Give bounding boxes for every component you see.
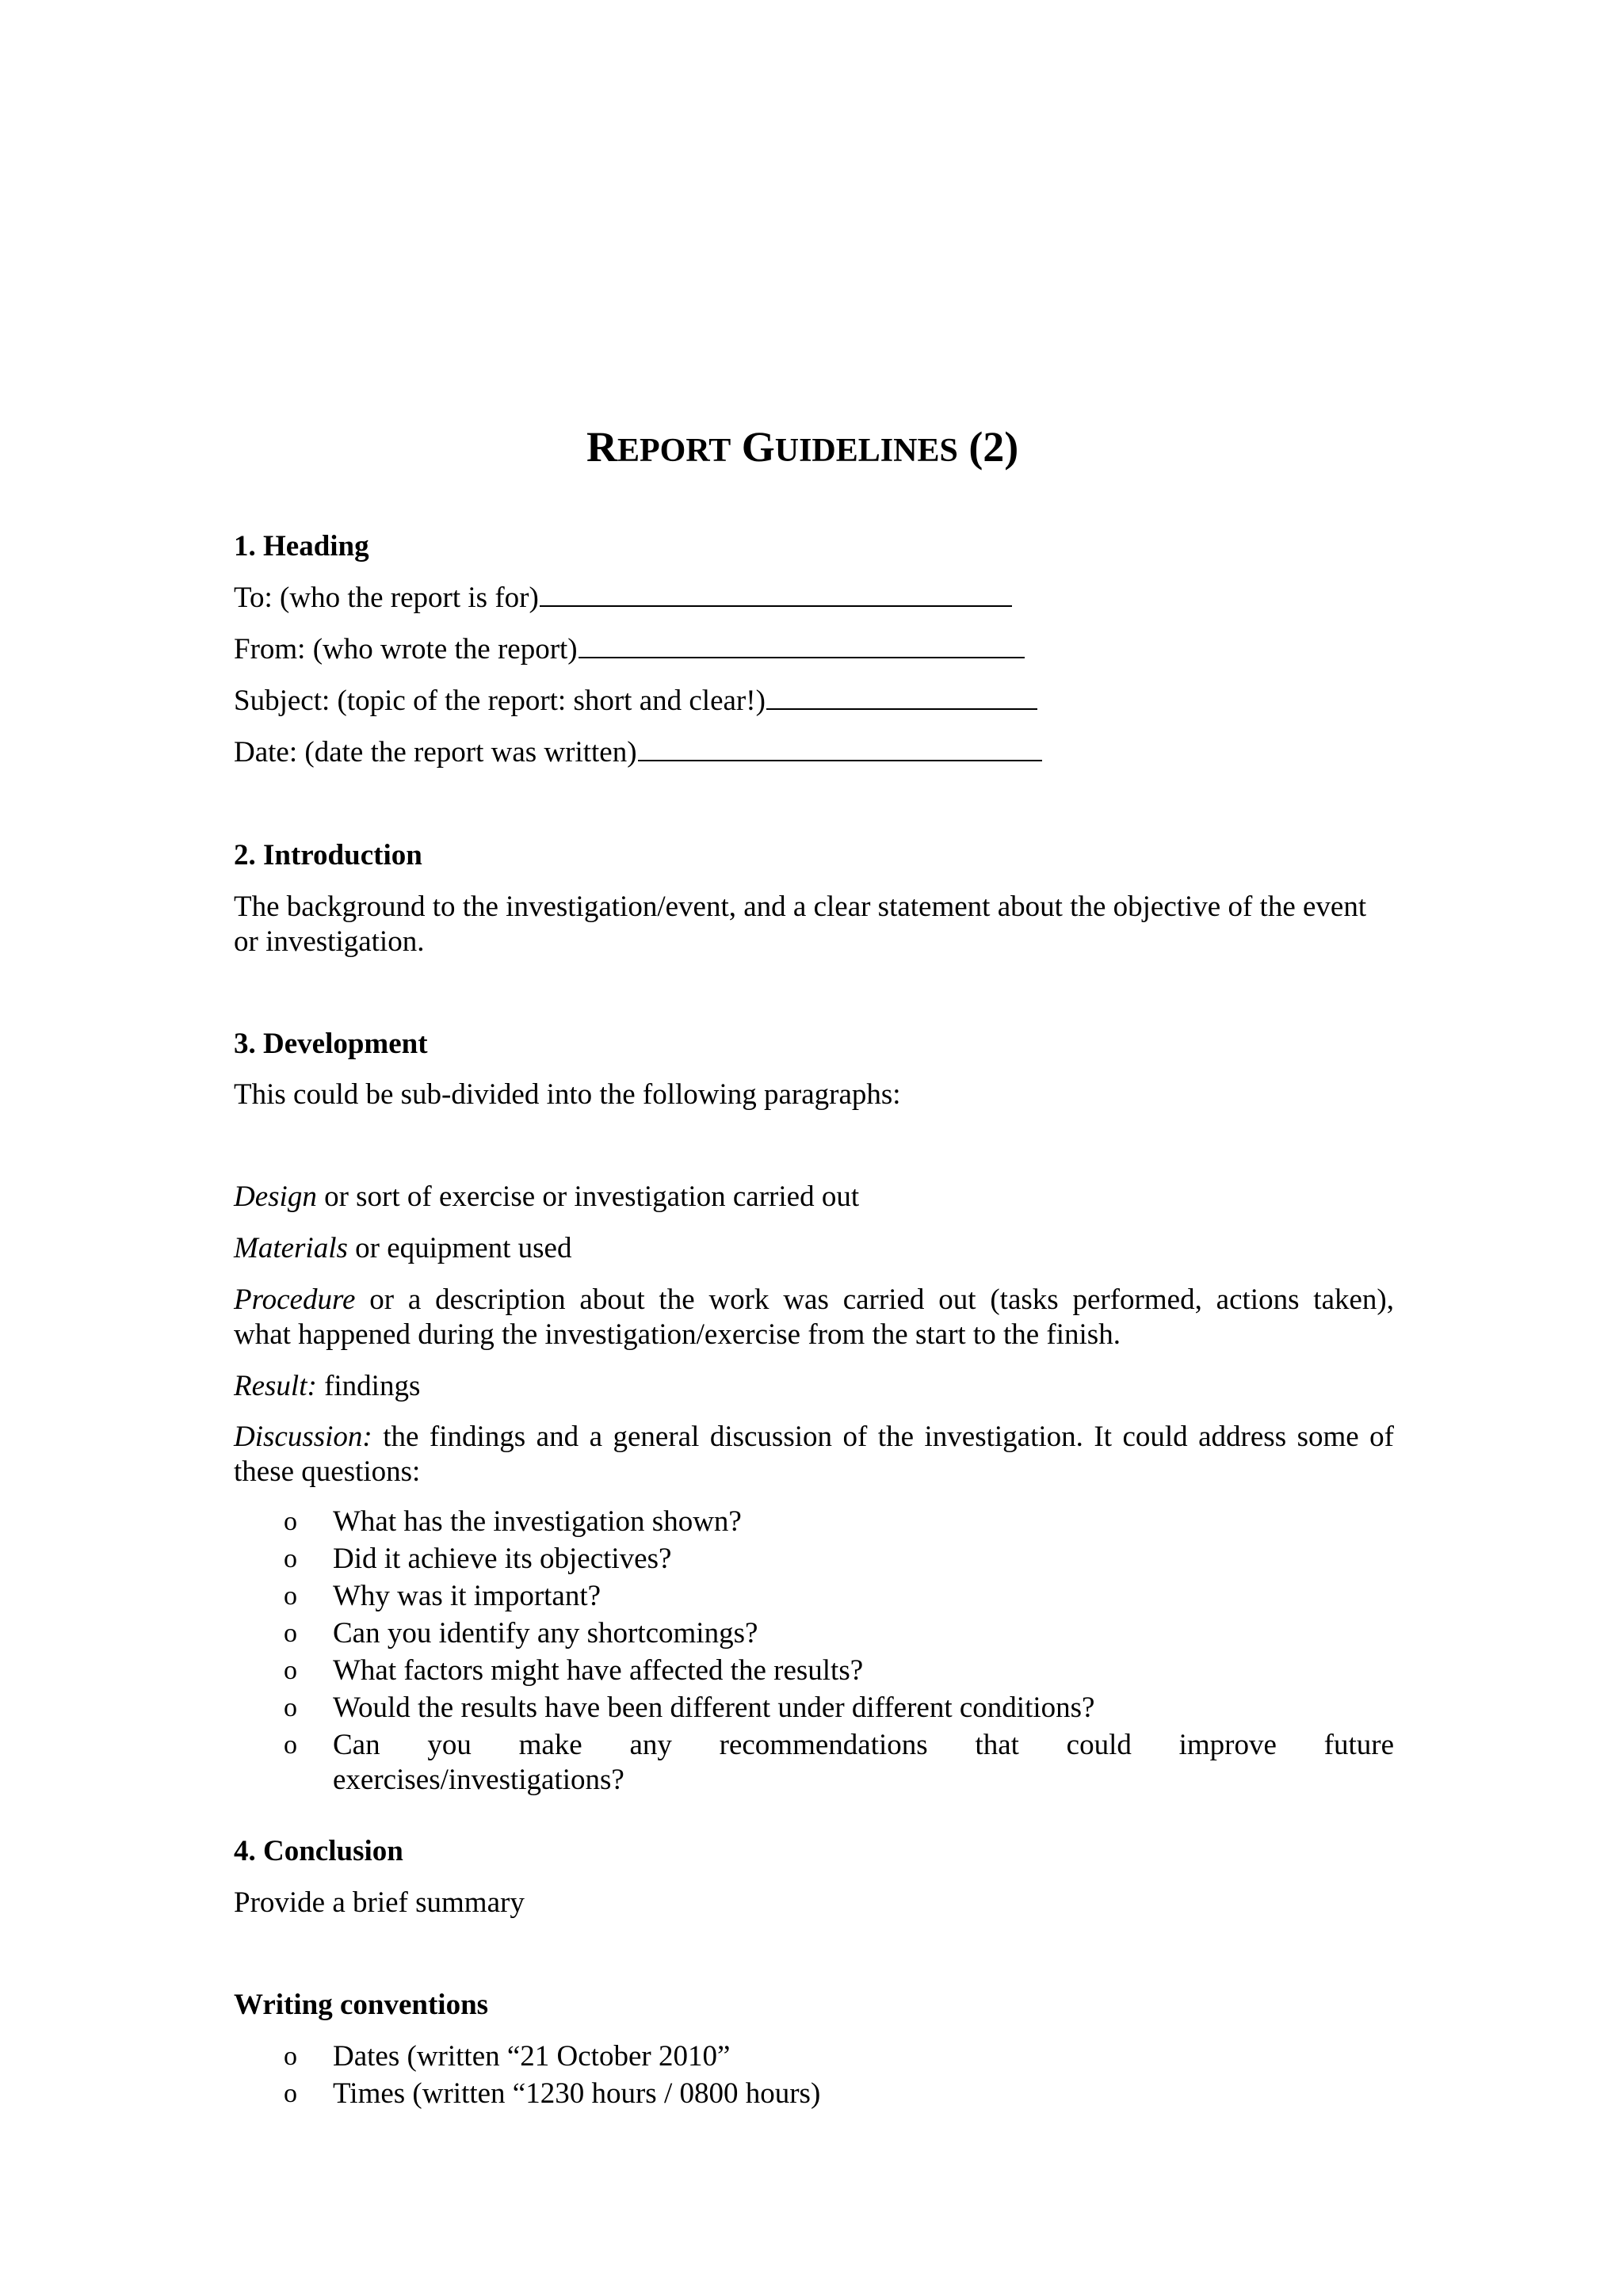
procedure-term: Procedure [234,1283,356,1316]
bullet-marker: o [284,1544,297,1573]
from-blank-line [579,657,1025,658]
convention-item: Dates (written “21 October 2010” [333,2040,731,2073]
bullet-marker: o [284,1619,297,1648]
bullet-marker: o [284,2079,297,2108]
convention-item: Times (written “1230 hours / 0800 hours) [333,2077,821,2110]
procedure-line-2: what happened during the investigation/exercise from the start to the finish. [234,1318,1121,1351]
result-term: Result: [234,1370,317,1402]
result-paragraph: Result: findings [234,1370,421,1402]
question-item: Why was it important? [333,1580,601,1612]
question-item: Can you identify any shortcomings? [333,1617,758,1650]
design-term: Design [234,1180,317,1213]
to-blank-line [540,605,1012,607]
subject-blank-line [766,708,1037,710]
procedure-line-1: Procedure or a description about the work was carried out (tasks performed, actions taken), [234,1283,1394,1316]
subject-field: Subject: (topic of the report: short and clear!) [234,684,1037,719]
section-heading-label: 1. Heading [234,530,369,563]
question-item: Can you make any recommendations that could improve future [333,1729,1394,1761]
conclusion-text: Provide a brief summary [234,1886,525,1919]
bullet-marker: o [284,1730,297,1760]
date-field: Date: (date the report was written) [234,735,1042,770]
page-title: REPORT GUIDELINES (2) [586,423,1019,471]
materials-term: Materials [234,1232,348,1264]
discussion-line-2: these questions: [234,1455,421,1488]
introduction-line-1: The background to the investigation/event, and a clear statement about the objective of the event [234,891,1367,923]
bullet-marker: o [284,1507,297,1536]
discussion-line-1: Discussion: the findings and a general discussion of the investigation. It could address some of [234,1421,1394,1453]
writing-conventions-label: Writing conventions [234,1989,489,2021]
date-blank-line [638,760,1042,761]
bullet-marker: o [284,2042,297,2071]
section-development-label: 3. Development [234,1028,428,1060]
section-conclusion-label: 4. Conclusion [234,1835,403,1867]
bullet-marker: o [284,1656,297,1685]
to-field: To: (who the report is for) [234,581,1012,616]
question-item-continuation: exercises/investigations? [333,1764,624,1796]
development-intro: This could be sub-divided into the following paragraphs: [234,1078,901,1111]
introduction-line-2: or investigation. [234,925,425,958]
from-field: From: (who wrote the report) [234,632,1025,667]
discussion-term: Discussion: [234,1421,372,1453]
question-item: What has the investigation shown? [333,1505,742,1538]
question-item: Did it achieve its objectives? [333,1543,672,1575]
question-item: Would the results have been different under different conditions? [333,1691,1095,1724]
design-paragraph: Design or sort of exercise or investigation carried out [234,1180,860,1213]
bullet-marker: o [284,1693,297,1722]
bullet-marker: o [284,1581,297,1611]
question-item: What factors might have affected the results? [333,1654,864,1687]
materials-paragraph: Materials or equipment used [234,1232,572,1264]
section-introduction-label: 2. Introduction [234,839,422,871]
